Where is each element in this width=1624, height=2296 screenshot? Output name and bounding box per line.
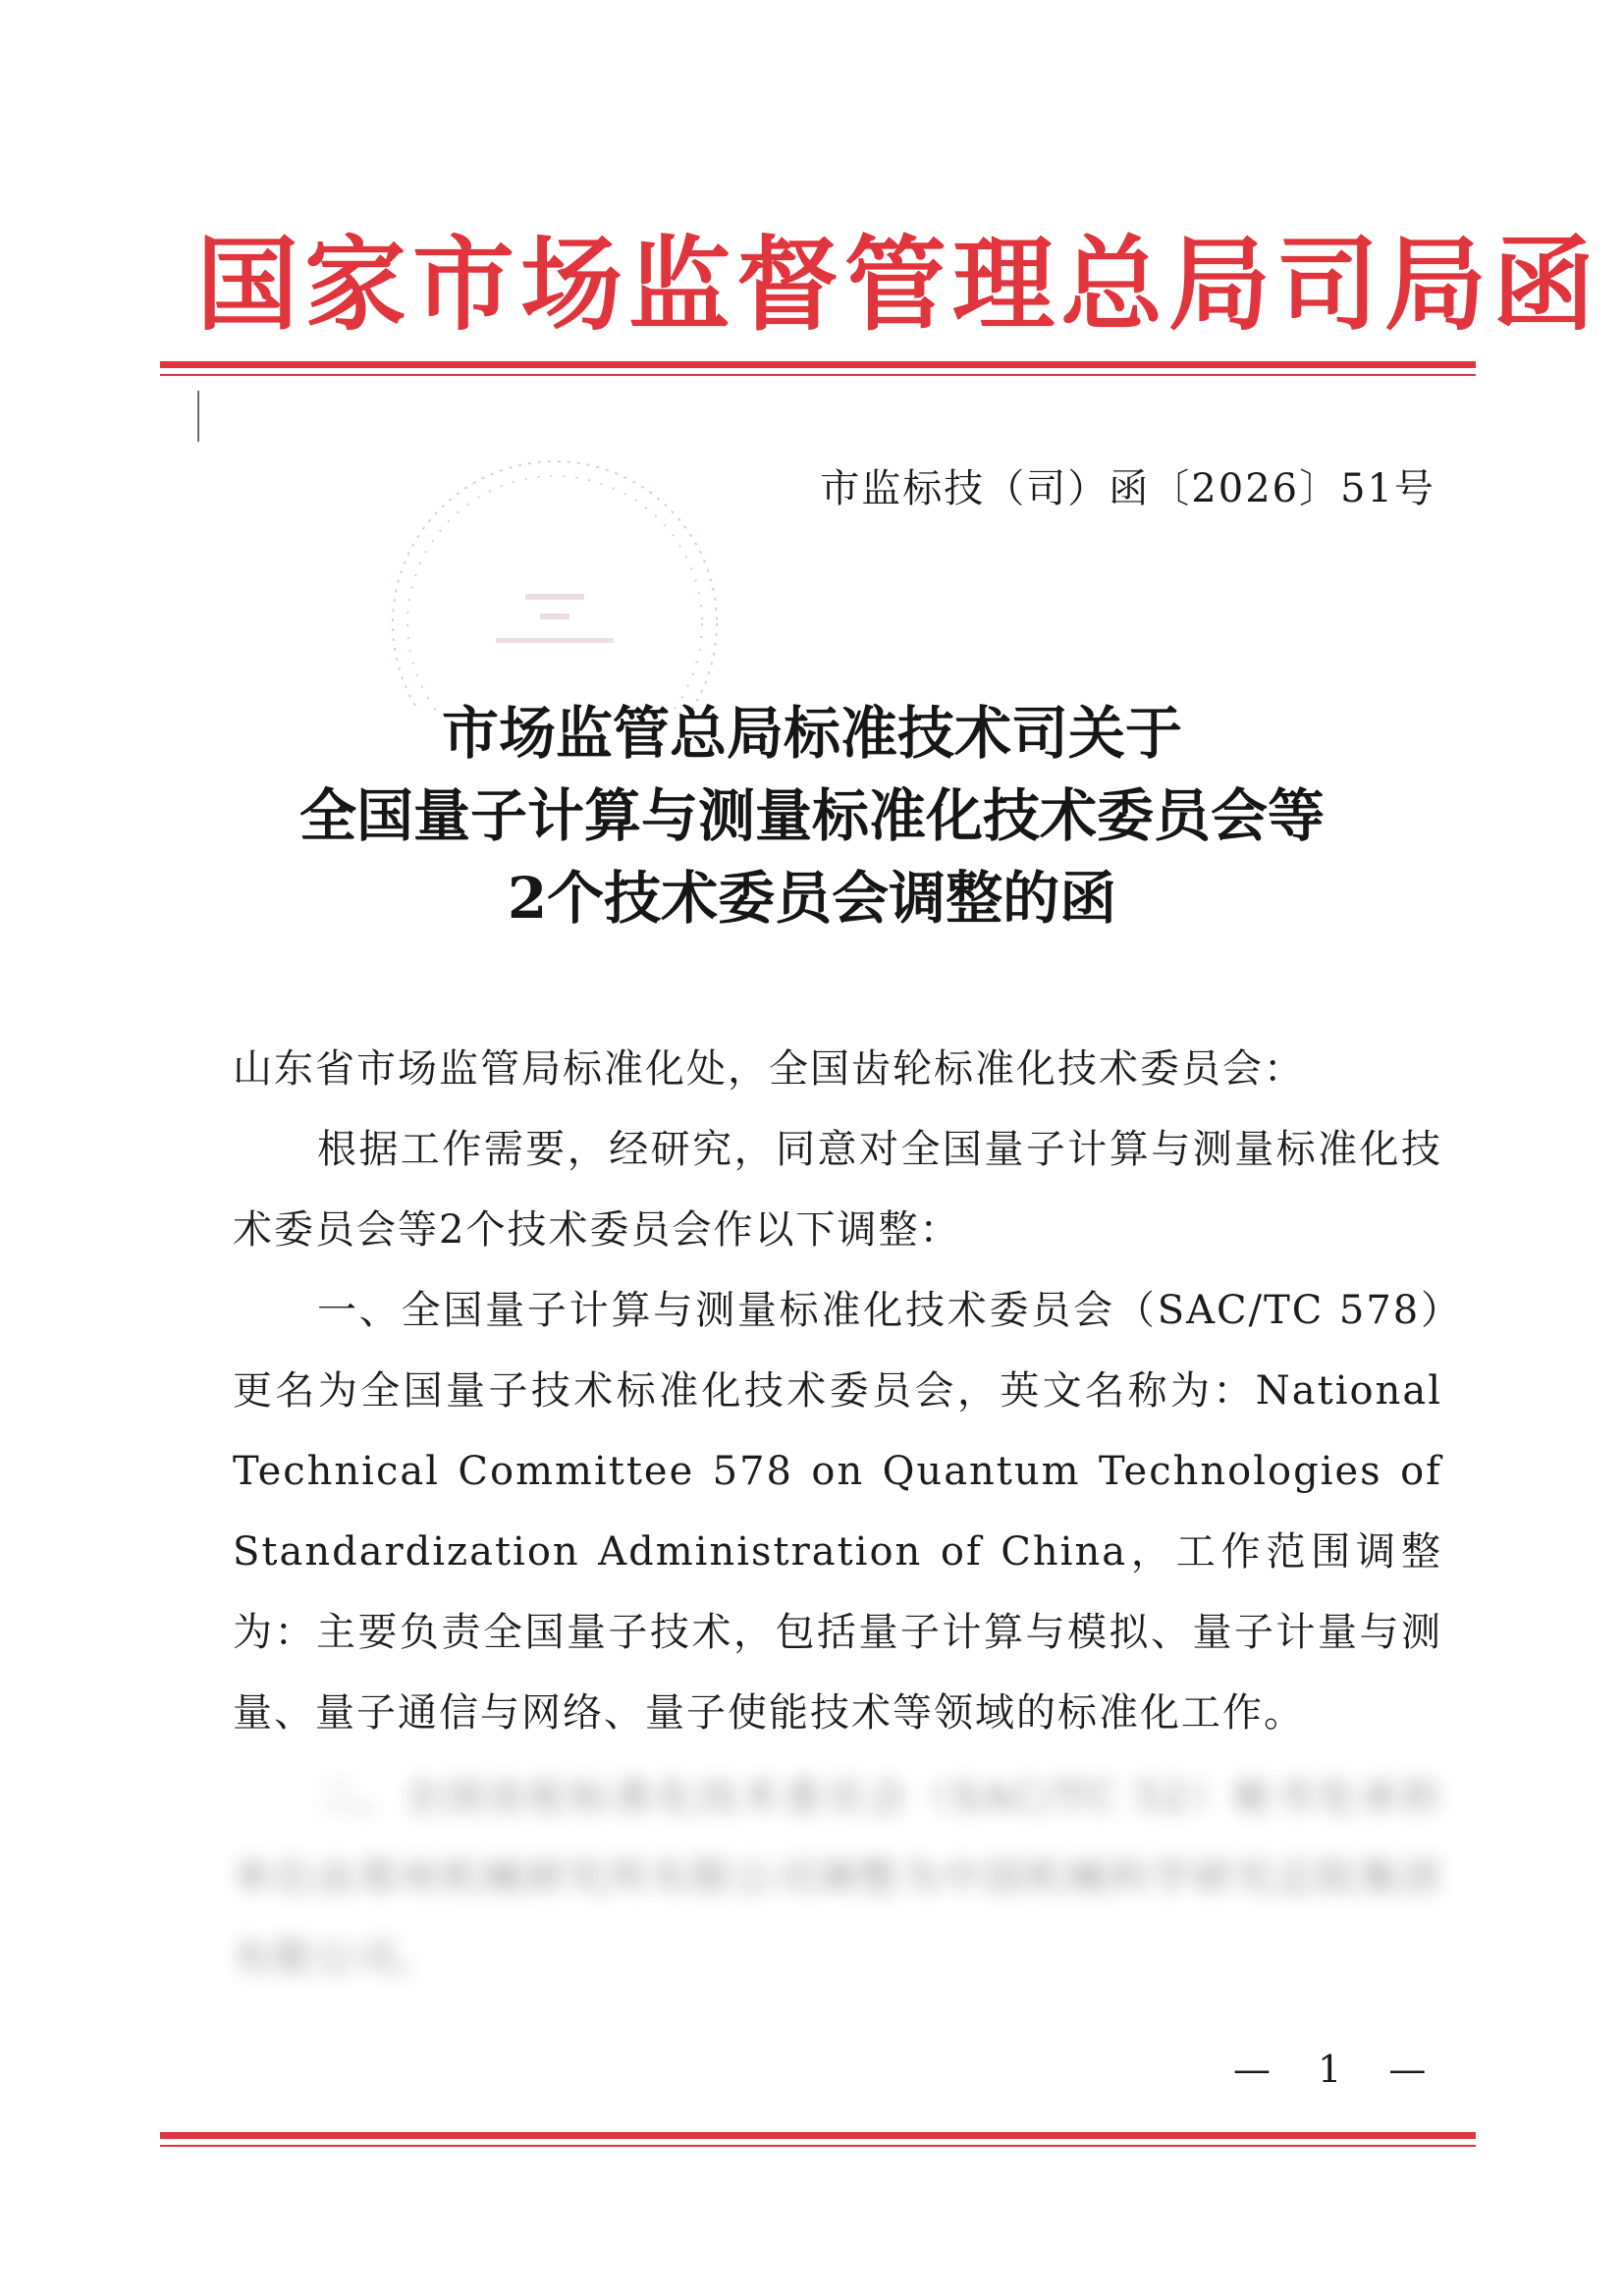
footer-rule-thick	[160, 2132, 1476, 2139]
body-paragraph: 一、全国量子计算与测量标准化技术委员会（SAC/TC 578）更名为全国量子技术标准化技术委员会，英文名称为：National Technical Committee 578 on Quantum Technologies of Standardization Administration of China，工作范围调整为：主要负责全国量子技术，包括量子计算与模拟、量子计量与测量、量子通信与网络、量子使能技术等领域的标准化工作。	[233, 1288, 1442, 1735]
header-rule-thick	[160, 361, 1476, 368]
margin-mark	[197, 391, 199, 442]
document-title-line: 全国量子计算与测量标准化技术委员会等	[298, 782, 1325, 849]
recipient-line: 山东省市场监管局标准化处，全国齿轮标准化技术委员会：	[233, 1046, 1305, 1092]
official-seal-icon	[378, 447, 731, 712]
body-paragraph: 根据工作需要，经研究，同意对全国量子计算与测量标准化技术委员会等2个技术委员会作以下调整：	[233, 1127, 1442, 1253]
footer-rule-thin	[160, 2145, 1476, 2147]
document-title-line: 市场监管总局标准技术司关于	[441, 700, 1182, 767]
document-title	[223, 692, 1401, 939]
header-rule-thin	[160, 374, 1476, 376]
blurred-paragraph: 二、全国齿轮标准化技术委员会（SAC/TC 52）秘书处承担单位由郑州机械研究所有限公司调整为中国机械科学研究总院集团有限公司。	[233, 1775, 1442, 1981]
document-title-line: 2个技术委员会调整的函	[507, 865, 1117, 932]
document-number: 市监标技（司）函〔2026〕51号	[820, 466, 1435, 511]
document-body	[233, 1029, 1442, 1999]
letterhead-title: 国家市场监督管理总局司局函	[196, 224, 1601, 345]
page-number: — 1 —	[1233, 2048, 1444, 2091]
